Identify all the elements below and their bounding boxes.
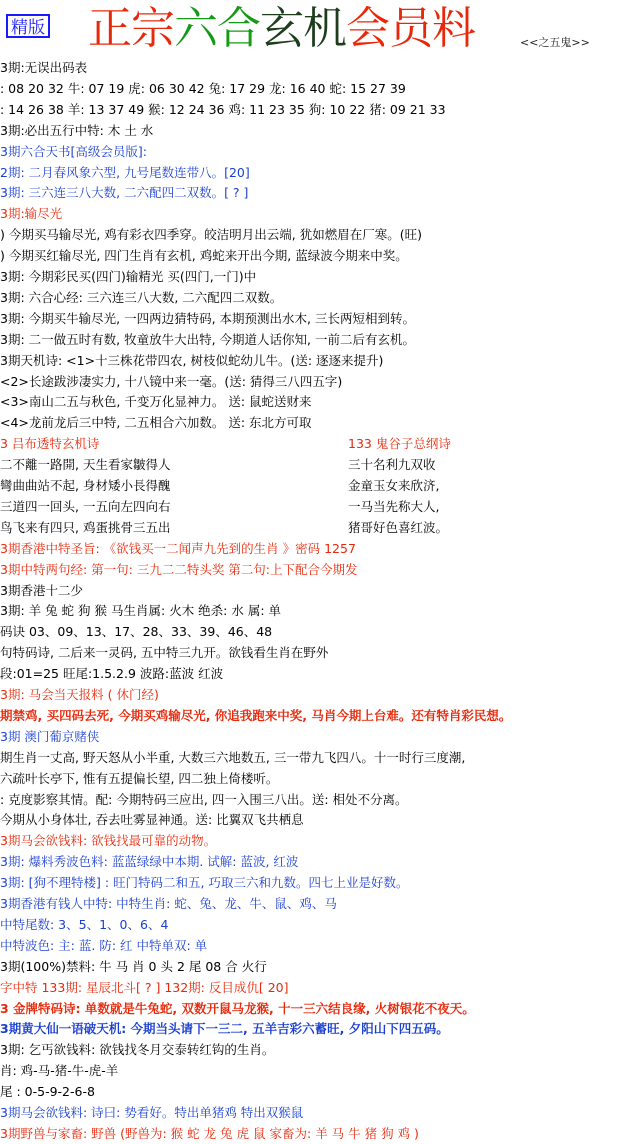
edition-badge: 精版 bbox=[6, 14, 50, 38]
text-line: 三道四一回头, 一五向左四向右 bbox=[0, 498, 171, 514]
title-part-3: 玄机 bbox=[260, 3, 346, 54]
text-line: ) 今期买红输尽光, 四门生肖有玄机, 鸡蛇来开出今期, 蓝绿波今期来中奖。 bbox=[0, 248, 408, 264]
text-line: 3期香港中特圣旨: 《欲钱买一二闻声九先到的生肖 》密码 1257 bbox=[0, 540, 356, 556]
text-line: 3期: [狗不理特楼] : 旺门特码二和五, 巧取三六和九数。四七上业是好数。 bbox=[0, 875, 409, 891]
text-line: 3期: 爆料秀波色料: 蓝蓝绿绿中本期. 试解: 蓝波, 红波 bbox=[0, 854, 299, 870]
text-line: <4>龙前龙后三中特, 二五相合六加数。 送: 东北方可取 bbox=[0, 415, 312, 431]
text-line: 3期: 二一做五时有数, 牧童放牛大出特, 今期道人话你知, 一前二后有玄机。 bbox=[0, 331, 415, 347]
right-column-line: 133 鬼谷子总纲诗 bbox=[348, 436, 451, 452]
text-line: 中特波色: 主: 蓝. 防: 红 中特单双: 单 bbox=[0, 937, 208, 953]
text-line: 彎曲曲站不起, 身材矮小長得醜 bbox=[0, 478, 171, 493]
text-line: 3期 澳门葡京赌侠 bbox=[0, 728, 100, 744]
text-line: 3期香港十二少 bbox=[0, 582, 83, 598]
page-subtitle: <<之五鬼>> bbox=[520, 36, 590, 49]
text-line: 3期: 今期彩民买(四门)输精光 买(四门,一门)中 bbox=[0, 269, 257, 284]
right-column-line: 金童玉女来欣济, bbox=[348, 478, 440, 493]
text-line: 3 金牌特码诗: 单数就是牛兔蛇, 双数开鼠马龙猴, 十一三六结良缘, 火树银花不夜天。 bbox=[0, 1000, 475, 1016]
text-line: 3期六合天书[高级会员版]: bbox=[0, 143, 147, 159]
text-line: 3期马会欲钱料: 诗曰: 势看好。特出单猪鸡 特出双猴鼠 bbox=[0, 1105, 304, 1120]
text-line: 3 吕布透特玄机诗 bbox=[0, 436, 100, 452]
text-line: 3期: 马会当天报料 ( 休门经) bbox=[0, 687, 159, 702]
page-title bbox=[88, 2, 475, 56]
title-part-2: 六合 bbox=[174, 3, 260, 54]
text-line: 二不離一路開, 天生看家皺得人 bbox=[0, 457, 171, 473]
right-column-line: 三十名利九双收 bbox=[348, 457, 436, 473]
text-line: 期禁鸡, 买四码去死, 今期买鸡输尽光, 你追我跑来中奖, 马肖今期上台难。还有特肖彩民想。 bbox=[0, 707, 512, 723]
text-line: 3期:输尽光 bbox=[0, 206, 63, 222]
text-line: 中特尾数: 3、5、1、0、6、4 bbox=[0, 916, 169, 932]
header bbox=[0, 0, 621, 58]
text-line: 3期:必出五行中特: 木 土 水 bbox=[0, 122, 154, 138]
text-line: 期生肖一丈高, 野天怒从小半重, 大数三六地数五, 三一带九飞四八。十一时行三度潮, bbox=[0, 749, 466, 765]
title-part-4: 会员料 bbox=[346, 3, 475, 54]
text-line: 3期: 羊 兔 蛇 狗 猴 马生肖属: 火木 绝杀: 水 属: 单 bbox=[0, 603, 282, 619]
text-line: ) 今期买马输尽光, 鸡有彩衣四季穿。皎洁明月出云端, 犹如燃眉在厂寒。(旺) bbox=[0, 227, 422, 243]
text-line: 3期(100%)禁料: 牛 马 肖 0 头 2 尾 08 合 火行 bbox=[0, 958, 267, 974]
right-column-line: 一马当先称大人, bbox=[348, 498, 440, 514]
text-line: 3期马会欲钱料: 欲钱找最可靠的动物。 bbox=[0, 833, 217, 849]
text-line: 今期从小身体壮, 吞去吐雾显神通。送: 比翼双飞共栖息 bbox=[0, 812, 304, 828]
text-line: 3期: 乞丐欲钱料: 欲钱找冬月交泰转红钩的生肖。 bbox=[0, 1042, 275, 1058]
text-line: : 08 20 32 牛: 07 19 虎: 06 30 42 兔: 17 29 龙: 16 40 蛇: 15 27 39 bbox=[0, 80, 406, 96]
text-line: : 14 26 38 羊: 13 37 49 猴: 12 24 36 鸡: 11 23 35 狗: 10 22 猪: 09 21 33 bbox=[0, 101, 446, 117]
text-line: 鸟飞来有四只, 鸡蛋挑骨三五出 bbox=[0, 519, 171, 535]
title-part-1: 正宗 bbox=[88, 3, 174, 54]
text-line: 六疏叶长亭下, 惟有五提偏长望, 四二独上倚楼听。 bbox=[0, 770, 279, 786]
text-line: 尾 : 0-5-9-2-6-8 bbox=[0, 1084, 95, 1100]
right-column-line: 猪哥好色喜红波。 bbox=[348, 519, 449, 535]
text-line: 3期: 今期买牛输尽光, 一四两边猜特码, 本期预测出水木, 三长两短相到转。 bbox=[0, 310, 415, 326]
text-line: 字中特 133期: 星辰北斗[ ? ] 132期: 反目成仇[ 20] bbox=[0, 979, 289, 995]
text-line: 3期黄大仙一语破天机: 今期当头请下一三二, 五羊吉彩六蓄旺, 夕阳山下四五码。 bbox=[0, 1021, 449, 1037]
text-line: 段:01=25 旺尾:1.5.2.9 波路:蓝波 红波 bbox=[0, 666, 224, 682]
text-line: 3期野兽与家畜: 野兽 (野兽为: 猴 蛇 龙 兔 虎 鼠 家畜为: 羊 马 牛 猪 狗 鸡 ) bbox=[0, 1125, 419, 1141]
text-line: 句特码诗, 二后来一灵码, 五中特三九开。欲钱看生肖在野外 bbox=[0, 645, 329, 661]
text-line: 肖: 鸡-马-猪-牛-虎-羊 bbox=[0, 1063, 119, 1079]
text-line: <3>南山二五与秋色, 千变万化显神力。 送: 鼠蛇送财来 bbox=[0, 394, 312, 410]
text-line: 3期:无误出码表 bbox=[0, 60, 88, 75]
text-line: 2期: 二月春风象六型, 九号尾数连带八。[20] bbox=[0, 164, 250, 180]
text-line: 3期天机诗: <1>十三株花带四农, 树枝似蛇幼儿牛。(送: 逐逐来提升) bbox=[0, 352, 384, 368]
text-line: 3期香港有钱人中特: 中特生肖: 蛇、兔、龙、牛、鼠、鸡、马 bbox=[0, 896, 337, 911]
text-line: : 克度影察其情。配: 今期特码三应出, 四一入围三八出。送: 相处不分离。 bbox=[0, 791, 408, 807]
text-line: 3期: 三六连三八大数, 二六配四二双数。[ ? ] bbox=[0, 185, 249, 201]
text-line: 码诀 03、09、13、17、28、33、39、46、48 bbox=[0, 624, 273, 640]
text-line: 3期: 六合心经: 三六连三八大数, 二六配四二双数。 bbox=[0, 289, 283, 305]
text-line: 3期中特两句经: 第一句: 三九二二特头奖 第二句:上下配合今期发 bbox=[0, 561, 358, 577]
text-line: <2>长途跋涉凄实力, 十八镜中来一毫。(送: 猜得三八四五字) bbox=[0, 373, 343, 389]
